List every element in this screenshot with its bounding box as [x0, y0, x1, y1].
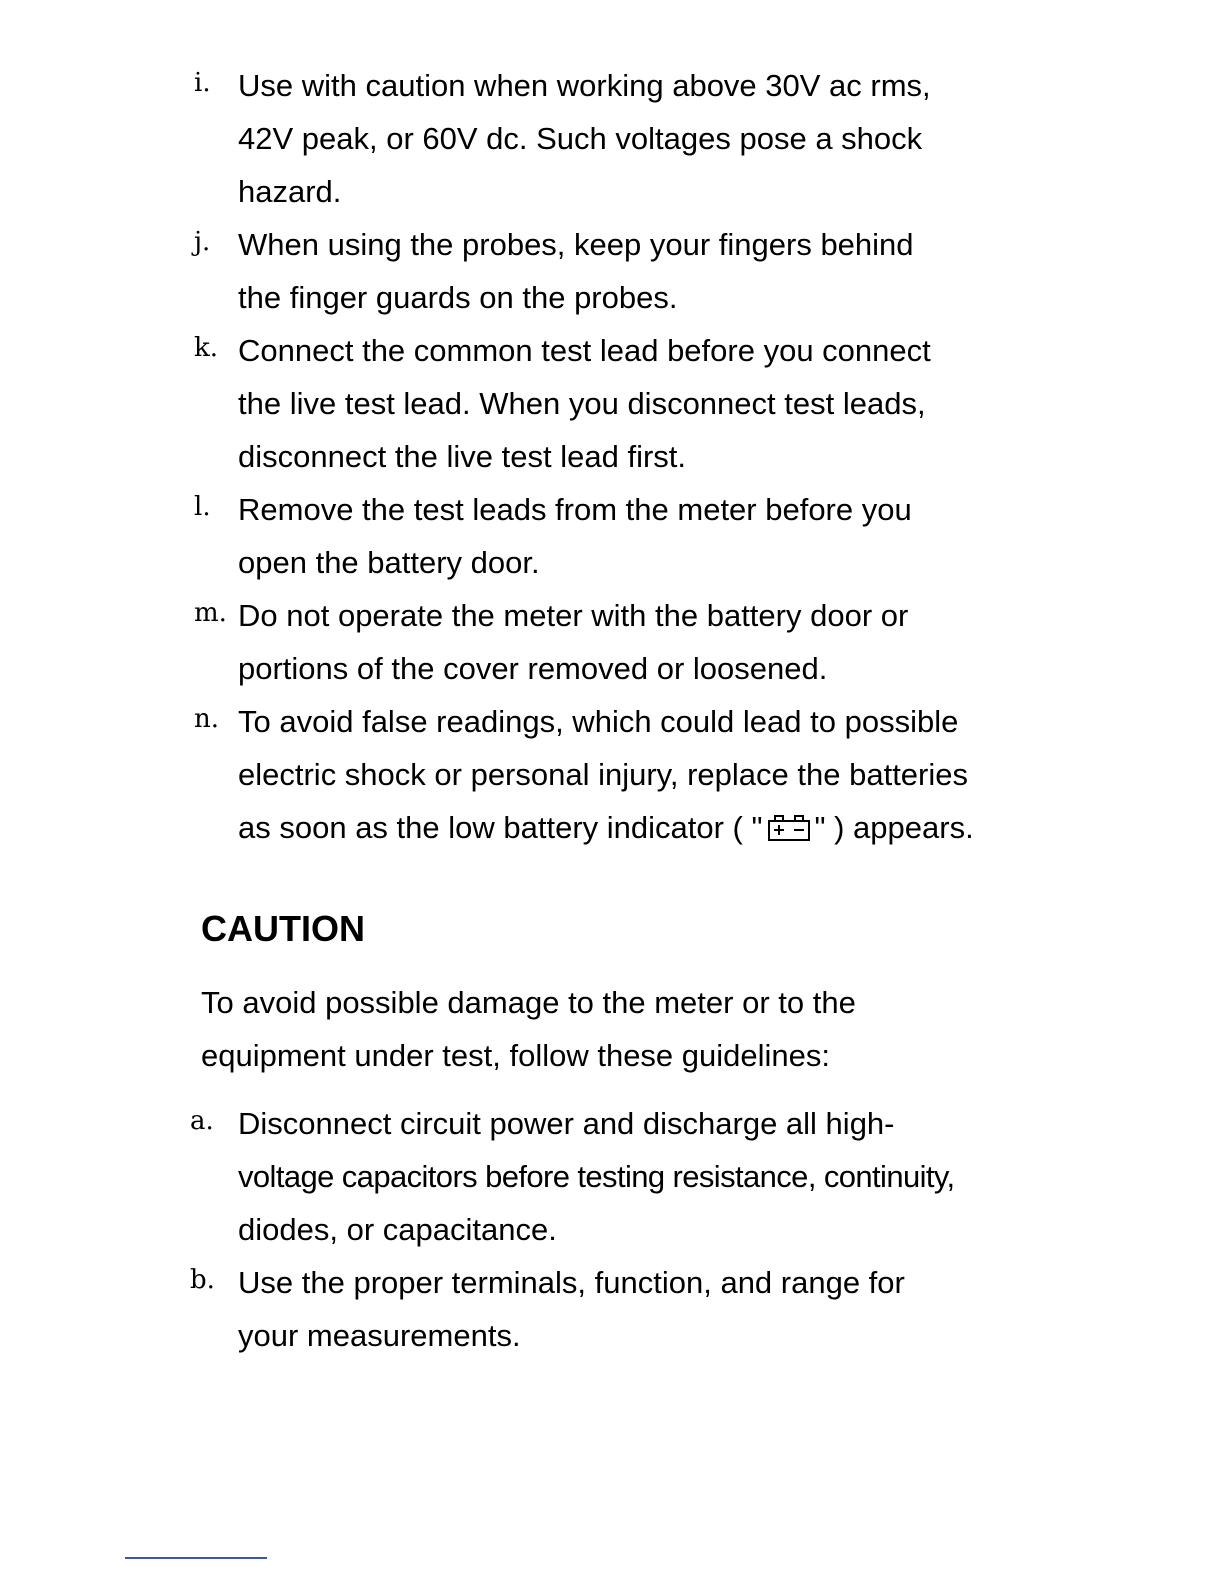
item-text-line: Disconnect circuit power and discharge all high- [238, 1106, 895, 1141]
item-text-after-icon: " ) appears. [814, 810, 974, 845]
item-text-line: electric shock or personal injury, replace the batteries [238, 757, 968, 792]
item-text-line: the live test lead. When you disconnect test leads, [238, 386, 926, 421]
caution-heading: CAUTION [201, 908, 365, 949]
footnote-divider [125, 1557, 267, 1559]
item-text-line: Remove the test leads from the meter before you [238, 492, 912, 527]
list-marker: n. [194, 704, 220, 734]
item-text-line-with-icon [238, 812, 974, 847]
item-text-line: Use the proper terminals, function, and range for [238, 1265, 905, 1300]
item-text-line: your measurements. [238, 1318, 521, 1353]
item-text-line: Do not operate the meter with the battery door or [238, 598, 909, 633]
item-text-line: voltage capacitors before testing resistance, continuity, [238, 1159, 955, 1194]
list-marker: i. [194, 68, 211, 98]
item-text-line: When using the probes, keep your fingers behind [238, 227, 914, 262]
list-marker: b. [190, 1265, 215, 1295]
intro-text-line: equipment under test, follow these guidelines: [201, 1038, 831, 1073]
item-text-before-icon: as soon as the low battery indicator ( " [238, 810, 763, 845]
list-marker: j. [194, 227, 211, 257]
list-marker: m. [194, 598, 227, 628]
list-marker: k. [194, 333, 219, 363]
list-marker: l. [194, 492, 211, 522]
item-text-line: 42V peak, or 60V dc. Such voltages pose a shock [238, 121, 923, 156]
item-text-line: disconnect the live test lead first. [238, 439, 687, 474]
item-text-line: Use with caution when working above 30V ac rms, [238, 68, 931, 103]
item-text-line: Connect the common test lead before you connect [238, 333, 931, 368]
item-text-line: portions of the cover removed or loosened. [238, 651, 828, 686]
item-text-line: the finger guards on the probes. [238, 280, 678, 315]
list-marker: a. [190, 1106, 214, 1136]
item-text-line: diodes, or capacitance. [238, 1212, 557, 1247]
item-text-line: To avoid false readings, which could lead to possible [238, 704, 959, 739]
battery-icon [767, 814, 811, 847]
intro-text-line: To avoid possible damage to the meter or to the [201, 985, 856, 1020]
item-text-line: open the battery door. [238, 545, 540, 580]
item-text-line: hazard. [238, 174, 342, 209]
